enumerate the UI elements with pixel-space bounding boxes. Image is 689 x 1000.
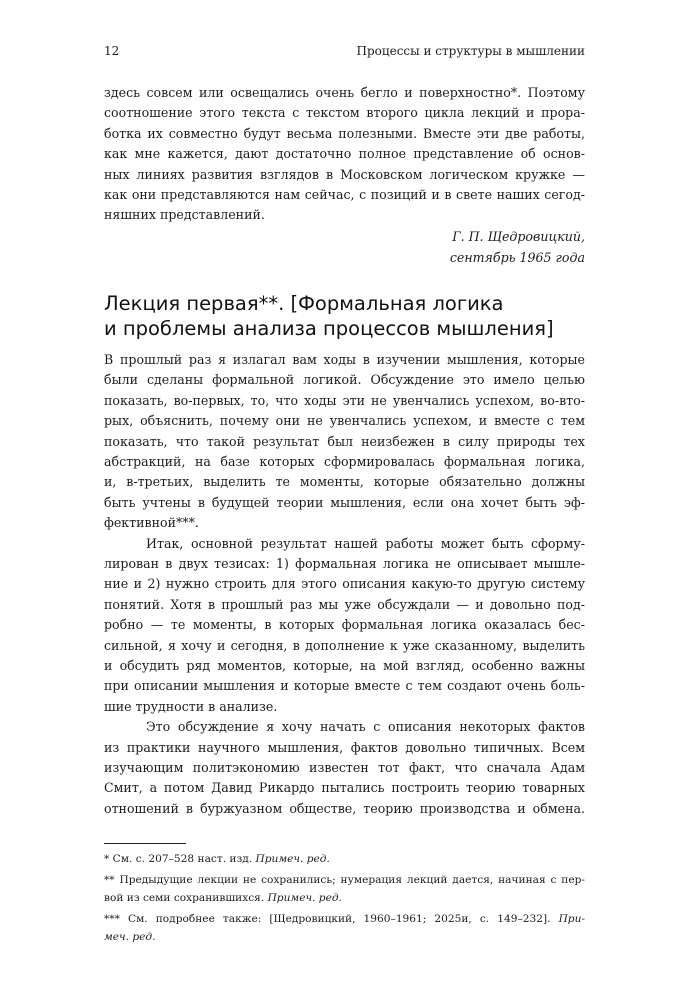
running-title: Процессы и структуры в мышлении [356, 44, 585, 58]
footnote-text: вой из семи сохранившихся. [104, 892, 268, 904]
text-line: из практики научного мышления, фактов довольно типичных. Всем [104, 739, 585, 755]
text-line: Смит, а потом Давид Рикардо пытались построить теорию товарных [104, 780, 585, 796]
paragraph-1 [104, 350, 585, 534]
footnote-1 [104, 850, 585, 868]
text-line: Итак, основной результат нашей работы может быть сформу- [146, 535, 585, 551]
text-line: и обсудить ряд моментов, которые, на мой взгляд, особенно важны [104, 657, 585, 673]
footnote-text: * См. с. 207–528 наст. изд. [104, 853, 256, 865]
text-line: рых, объяснить, почему они не увенчались успехом, и вместе с тем [104, 413, 585, 429]
footnote-2 [104, 871, 585, 907]
text-line: отношений в буржуазном обществе, теорию производства и обмена. [104, 800, 585, 816]
editor-note: При- [558, 913, 585, 925]
text-line: робно — те моменты, в которых формальная логика оказалась бес- [104, 617, 585, 633]
text-line: соотношение этого текста с текстом второго цикла лекций и прора- [104, 105, 585, 121]
page-number: 12 [104, 44, 120, 58]
footnote-text: *** См. подробнее также: [Щедровицкий, 1960–1961; 2025и, с. 149–232]. [104, 913, 559, 925]
editor-note: Примеч. ред. [267, 892, 342, 904]
text-line: ботка их совместно будут весьма полезными. Вместе эти две работы, [104, 125, 585, 141]
text-line: фективной***. [104, 515, 199, 531]
footnote-3 [104, 910, 585, 946]
paragraph-3 [104, 717, 585, 819]
footnote-line [104, 910, 585, 928]
text-line: ние и 2) нужно строить для этого описания какую-то другую систему [104, 576, 585, 592]
text-line: лирован в двух тезисах: 1) формальная логика не описывает мышле- [104, 555, 585, 571]
text-line: ных линиях развития взглядов в Московском логическом кружке — [104, 166, 585, 182]
text-line: при описании мышления и которые вместе с тем создают очень боль- [104, 678, 585, 694]
text-line: быть учтены в будущей теории мышления, если она хочет быть эф- [104, 494, 585, 510]
footnote-line: ** Предыдущие лекции не сохранились; нумерация лекций дается, начиная с пер- [104, 874, 585, 886]
running-head [104, 44, 585, 58]
signature-author: Г. П. Щедровицкий, [452, 229, 585, 244]
footnote-line [104, 889, 585, 907]
text-line: как они представляются нам сейчас, с позиций и в свете наших сегод- [104, 186, 585, 202]
text-line: показать, во-первых, то, что ходы эти не увенчались успехом, во-вто- [104, 392, 585, 408]
text-line: В прошлый раз я излагал вам ходы в изучении мышления, которые [104, 352, 585, 367]
heading-line: Лекция первая**. [Формальная логика [104, 292, 504, 315]
text-line: шие трудности в анализе. [104, 698, 278, 714]
lecture-heading [104, 291, 585, 341]
text-line: и, в-третьих, выделить те моменты, которые обязательно должны [104, 474, 585, 490]
text-line: сильной, я хочу и сегодня, в дополнение к уже сказанному, выделить [104, 637, 585, 653]
footnote-divider [104, 843, 186, 844]
heading-line: и проблемы анализа процессов мышления] [104, 317, 554, 340]
intro-paragraph [104, 83, 585, 226]
text-line: показать, что такой результат был неизбежен в силу природы тех [104, 433, 585, 449]
signature [104, 226, 585, 268]
text-line: были сделаны формальной логикой. Обсуждение это имело целью [104, 372, 585, 388]
text-line: понятий. Хотя в прошлый раз мы уже обсуждали — и довольно под- [104, 596, 585, 612]
text-line: как мне кажется, дают достаточно полное представление об основ- [104, 146, 585, 162]
editor-note: Примеч. ред. [255, 853, 330, 865]
text-line: Это обсуждение я хочу начать с описания некоторых фактов [146, 719, 585, 735]
text-line: няшних представлений. [104, 207, 265, 223]
paragraph-2 [104, 534, 585, 718]
text-line: абстракций, на базе которых сформировалась формальная логика, [104, 453, 585, 469]
editor-note: меч. ред. [104, 931, 156, 943]
text-line: здесь совсем или освещались очень бегло и поверхностно*. Поэтому [104, 85, 585, 100]
text-line: изучающим политэкономию известен тот факт, что сначала Адам [104, 759, 585, 775]
signature-date: сентябрь 1965 года [449, 250, 585, 265]
